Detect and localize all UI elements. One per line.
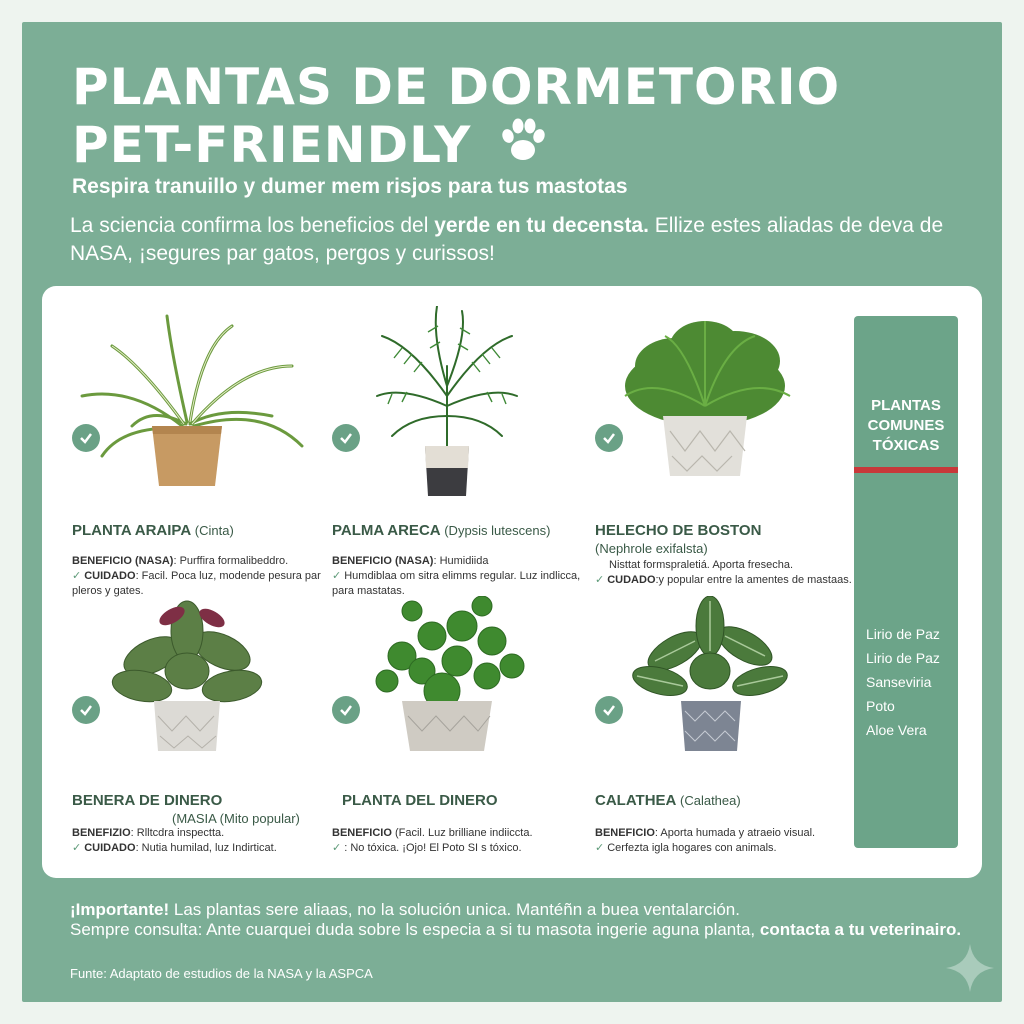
money-tree-plant-image [72,596,327,756]
benefit-text: Nisttat formspraletiá. Aporta fresecha. [609,559,794,571]
check-icon [332,424,360,452]
plant-name-text: PLANTA DEL DINERO [342,792,498,809]
intro-text [70,212,950,268]
checkmark-icon: ✓ [595,574,605,586]
pilea-plant-image [332,596,587,756]
plant-description [595,826,855,856]
intro-bold: yerde en tu decensta. [434,214,649,237]
source-note: Funte: Adaptato de estudios de la NASA y la ASPCA [70,966,373,981]
benefit-text: : Aporta humada y atraeio visual. [654,827,816,839]
benefit-line [332,554,592,569]
care-label: CUIDADO [84,842,136,854]
benefit-line [72,554,332,569]
title-line-2: PET-FRIENDLY [72,116,472,174]
benefit-text: : Purffira formalibeddro. [173,555,289,567]
benefit-label: BENEFICIO [332,827,392,839]
plant-description [72,826,332,856]
important-label: ¡Importante! [70,900,170,919]
sidebar-title: PLANTAS COMUNES TÓXICAS [867,397,945,454]
plant-sci-name: (MASIA (Mito popular) [172,811,300,826]
plant-name-text: HELECHO DE BOSTON [595,522,762,539]
benefit-label: BENEFICIO (NASA) [332,555,434,567]
care-text: Humdiblaa om sitra elimms regular. Luz indlicca, para mastatas. [332,570,581,597]
intro-part-2: Ellize estes aliadas de deva de NASA, ¡segures par gatos, pergos y curissos! [70,214,944,265]
care-text: :y popular entre la amentes de mastaas. [655,574,852,586]
list-item: Lirio de Paz [866,650,940,666]
checkmark-icon: ✓ [72,842,82,854]
plant-name [72,522,332,540]
check-icon [332,696,360,724]
benefit-line [609,558,869,573]
toxic-plants-sidebar [854,316,958,848]
benefit-line [72,826,332,841]
plant-name-text: BENERA DE DINERO [72,792,223,809]
plant-name [595,522,855,558]
page-title [72,58,952,174]
intro-part-1: La sciencia confirma los beneficios del [70,214,435,237]
plant-card-1 [72,306,327,597]
plant-name [595,792,855,810]
important-text: Las plantas sere aliaas, no la solución unica. Mantéñn a buea ventalarción. [169,900,740,919]
paw-icon [496,116,550,164]
plant-sci-name: (Nephrole exifalsta) [595,541,708,556]
plant-card-5 [332,596,587,876]
care-line [332,841,592,856]
care-text: : No tóxica. ¡Ojo! El Poto SI s tóxico. [344,842,522,854]
plant-description [332,826,592,856]
care-text: : Facil. Poca luz, modende pesura par pleros y gates. [72,570,321,597]
title-line-1: PLANTAS DE DORMETORIO [72,58,841,116]
spider-plant-image [72,306,327,506]
check-icon [72,424,100,452]
consult-text: Sempre consulta: Ante cuarquei duda sobre ls especia a si tu masota ingerie aguna planta, [70,920,760,939]
consult-bold: contacta a tu veterinairo. [759,920,962,939]
plant-card-3 [595,306,850,586]
plant-name [72,792,332,828]
care-line [332,569,592,599]
benefit-label: BENEFICIO [595,827,655,839]
care-line [595,573,869,588]
care-line [72,569,332,599]
care-line [595,841,855,856]
list-item: Aloe Vera [866,722,927,738]
consult-note [70,920,970,940]
plant-name-text: PLANTA ARAIPA [72,522,192,539]
plant-description [72,554,332,599]
plant-name-text: PALMA ARECA [332,522,441,539]
plants-card [42,286,982,878]
important-note [70,900,950,920]
calathea-plant-image [595,596,850,756]
list-item: Poto [866,698,895,714]
list-item: Lirio de Paz [866,626,940,642]
toxic-plants-list [866,622,956,742]
plant-card-6 [595,596,850,876]
sparkle-icon [944,942,996,994]
check-icon [72,696,100,724]
plant-description [595,558,869,588]
benefit-text: : Rlltcdra inspectta. [130,827,225,839]
plant-sci-name: (Dypsis lutescens) [440,523,551,538]
check-icon [595,696,623,724]
plant-sci-name: (Cinta) [191,523,234,538]
benefit-line [595,826,855,841]
care-label: CUIDADO [84,570,136,582]
subtitle: Respira tranuillo y dumer mem risjos para tus mastotas [72,175,628,198]
sidebar-divider [854,467,958,473]
plant-card-4 [72,596,327,876]
benefit-label: BENEFICIO (NASA) [72,555,174,567]
checkmark-icon: ✓ [332,842,342,854]
boston-fern-image [595,306,850,506]
plant-name [332,522,592,540]
list-item: Sanseviria [866,674,932,690]
checkmark-icon: ✓ [72,570,82,582]
care-line [72,841,332,856]
care-label: CUDADO [607,574,656,586]
care-text: : Nutia humilad, luz Indirticat. [135,842,277,854]
check-icon [595,424,623,452]
benefit-text: (Facil. Luz brilliane indiiccta. [391,827,533,839]
plant-name-text: CALATHEA [595,792,677,809]
benefit-line [332,826,592,841]
plant-name [342,792,602,810]
areca-palm-image [332,306,587,506]
plant-sci-name: (Calathea) [676,793,741,808]
benefit-text: : Humidiida [433,555,489,567]
checkmark-icon: ✓ [595,842,605,854]
plant-card-2 [332,306,587,597]
benefit-label: BENEFIZIO [72,827,131,839]
plant-description [332,554,592,599]
care-text: Cerfezta igla hogares con animals. [607,842,777,854]
checkmark-icon: ✓ [332,570,342,582]
